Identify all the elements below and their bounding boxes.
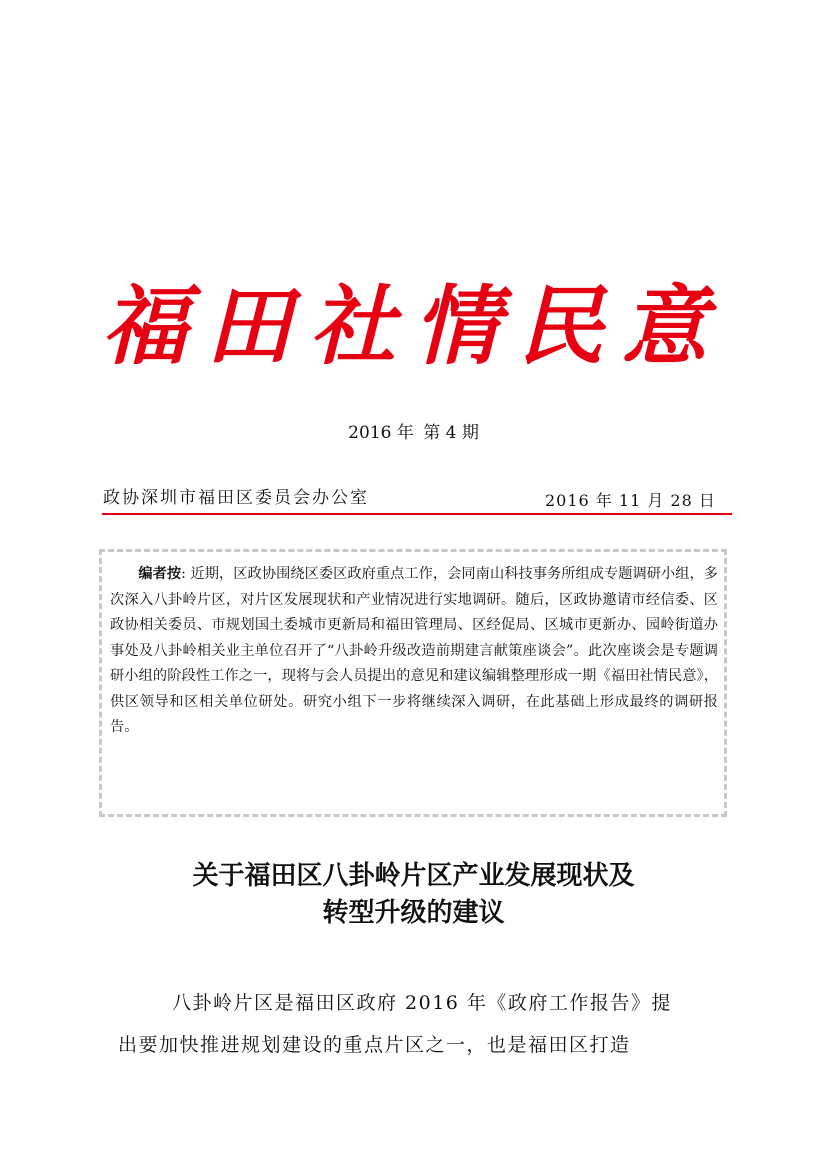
editor-note-text: : 近期，区政协围绕区委区政府重点工作，会同南山科技事务所组成专题调研小组，多次深入八卦岭片区，对片区发展现状和产业情况进行实地调研。随后，区政协邀请市经信委、区政协相关委员、市规划国土委城市更新局和福田管理局、区经促局、区城市更新办、园岭街道办事处及八卦岭相关业主单位召开了“八卦岭升级改造前期建言献策座谈会”。此次座谈会是专题调研小组的阶段性工作之一，现将与会人员提出的意见和建议编辑整理形成一期《福田社情民意》，供区领导和区相关单位研处。研究小组下一步将继续深入调研，在此基础上形成最终的调研报告。	[110, 566, 718, 735]
publication-date: 2016 年 11 月 28 日	[545, 491, 716, 510]
issue-line	[0, 420, 827, 446]
article-body-line-2: 出要加快推进规划建设的重点片区之一，也是福田区打造	[118, 1034, 631, 1056]
masthead-title: 福田社情民意	[101, 276, 726, 377]
editor-note	[110, 562, 718, 741]
article-body-line-1: 八卦岭片区是福田区政府 2016 年《政府工作报告》提	[172, 992, 672, 1014]
issue-number: 第 4 期	[423, 423, 479, 443]
editor-note-label: 编者按	[138, 566, 182, 582]
publisher-name: 政协深圳市福田区委员会办公室	[103, 488, 369, 508]
article-title-line-1: 关于福田区八卦岭片区产业发展现状及	[192, 861, 635, 891]
editor-note-box	[99, 549, 727, 817]
article-title	[0, 858, 827, 932]
article-title-line-2: 转型升级的建议	[322, 898, 505, 928]
article-body	[118, 982, 713, 1066]
issue-year: 2016 年	[348, 423, 414, 443]
header-red-rule	[102, 513, 732, 515]
